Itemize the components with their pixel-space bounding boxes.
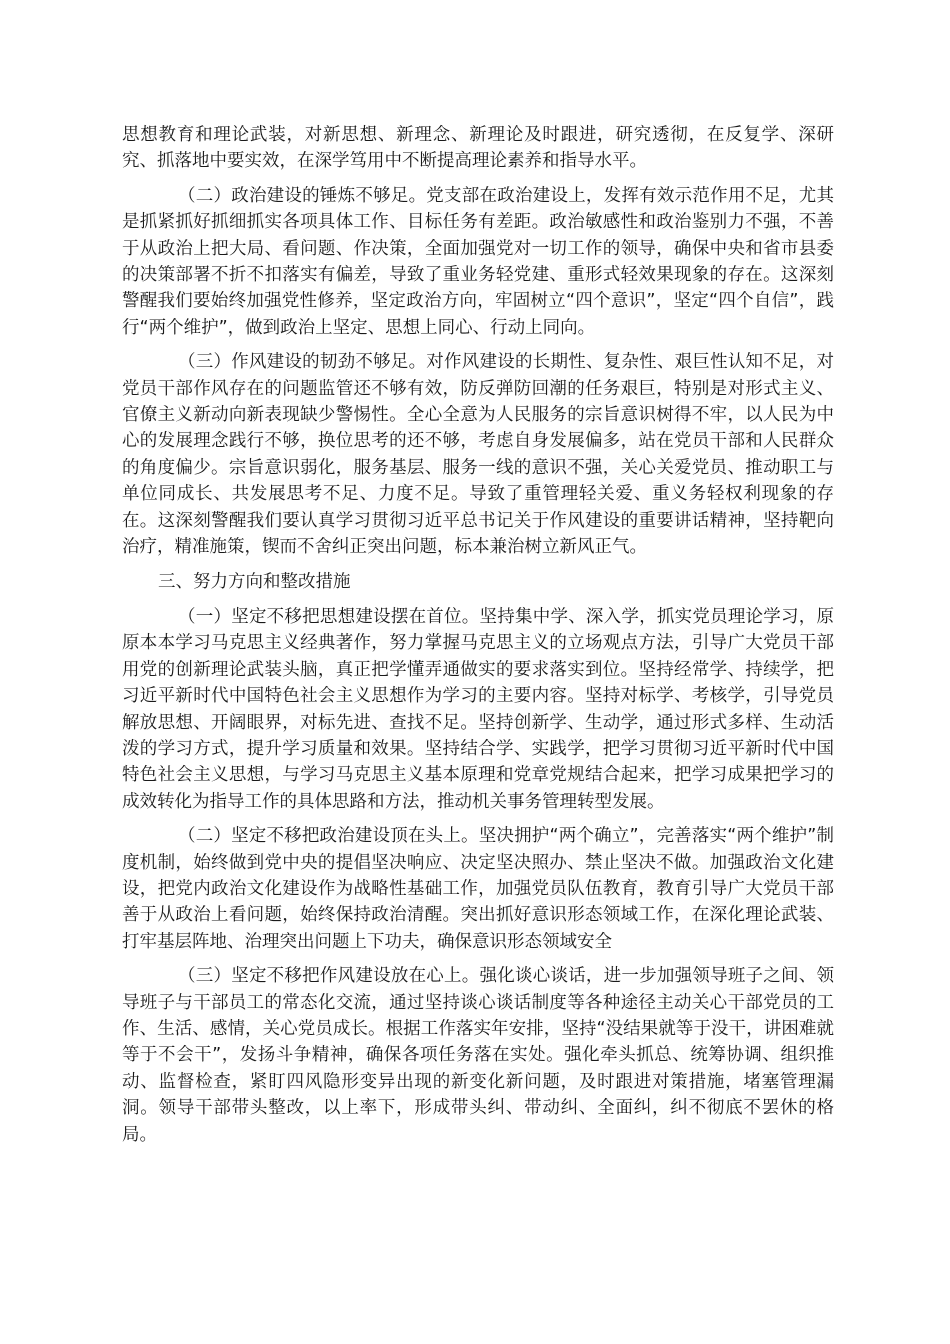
section-heading: 三、努力方向和整改措施 xyxy=(158,571,351,592)
paragraph-measure-politics: （二）坚定不移把政治建设顶在头上。坚决拥护“两个确立”，完善落实“两个维护”制度机制，始终做到党中央的提倡坚决响应、决定坚决照办、禁止坚决不做。加强政治文化建设，把党内政治文化建设作为战略性基础工作，加强党员队伍教育，教育引导广大党员干部善于从政治上看问题，始终保持政治清醒。突出抓好意识形态领域工作，在深化理论武装、打牢基层阵地、治理突出问题上下功夫，确保意识形态领域安全 xyxy=(122,826,834,952)
document-body xyxy=(122,122,834,1156)
paragraph-style-construction: （三）作风建设的韧劲不够足。对作风建设的长期性、复杂性、艰巨性认知不足，对党员干部作风存在的问题监管还不够有效，防反弹防回潮的任务艰巨，特别是对形式主义、官僚主义新动向新表现缺少警惕性。全心全意为人民服务的宗旨意识树得不牢，以人民为中心的发展理念践行不够，换位思考的还不够，考虑自身发展偏多，站在党员干部和人民群众的角度偏少。宗旨意识弱化，服务基层、服务一线的意识不强，关心关爱党员、推动职工与单位同成长、共发展思考不足、力度不足。导致了重管理轻关爱、重义务轻权利现象的存在。这深刻警醒我们要认真学习贯彻习近平总书记关于作风建设的重要讲话精神，坚持靶向治疗，精准施策，锲而不舍纠正突出问题，标本兼治树立新风正气。 xyxy=(122,352,834,558)
paragraph-continuation: 思想教育和理论武装，对新思想、新理念、新理论及时跟进，研究透彻，在反复学、深研究、抓落地中要实效，在深学笃用中不断提高理论素养和指导水平。 xyxy=(122,125,834,172)
paragraph-measure-style: （三）坚定不移把作风建设放在心上。强化谈心谈话，进一步加强领导班子之间、领导班子与干部员工的常态化交流，通过坚持谈心谈话制度等各种途径主动关心干部党员的工作、生活、感情，关心党员成长。根据工作落实年安排，坚持“没结果就等于没干，讲困难就等于不会干”，发扬斗争精神，确保各项任务落在实处。强化牵头抓总、统筹协调、组织推动、监督检查，紧盯四风隐形变异出现的新变化新问题，及时跟进对策措施，堵塞管理漏洞。领导干部带头整改，以上率下，形成带头纠、带动纠、全面纠，纠不彻底不罢休的格局。 xyxy=(122,966,834,1145)
paragraph-measure-ideology: （一）坚定不移把思想建设摆在首位。坚持集中学、深入学，抓实党员理论学习，原原本本学习马克思主义经典著作，努力掌握马克思主义的立场观点方法，引导广大党员干部用党的创新理论武装头脑，真正把学懂弄通做实的要求落实到位。坚持经常学、持续学，把习近平新时代中国特色社会主义思想作为学习的主要内容。坚持对标学、考核学，引导党员解放思想、开阔眼界，对标先进、查找不足。坚持创新学、生动学，通过形式多样、生动活泼的学习方式，提升学习质量和效果。坚持结合学、实践学，把学习贯彻习近平新时代中国特色社会主义思想，与学习马克思主义基本原理和党章党规结合起来，把学习成果把学习的成效转化为指导工作的具体思路和方法，推动机关事务管理转型发展。 xyxy=(122,606,834,812)
paragraph-political-construction: （二）政治建设的锤炼不够足。党支部在政治建设上，发挥有效示范作用不足，尤其是抓紧抓好抓细抓实各项具体工作、目标任务有差距。政治敏感性和政治鉴别力不强，不善于从政治上把大局、看问题、作决策，全面加强党对一切工作的领导，确保中央和省市县委的决策部署不折不扣落实有偏差，导致了重业务轻党建、重形式轻效果现象的存在。这深刻警醒我们要始终加强党性修养，坚定政治方向，牢固树立“四个意识”，坚定“四个自信”，践行“两个维护”，做到政治上坚定、思想上同心、行动上同向。 xyxy=(122,185,834,338)
